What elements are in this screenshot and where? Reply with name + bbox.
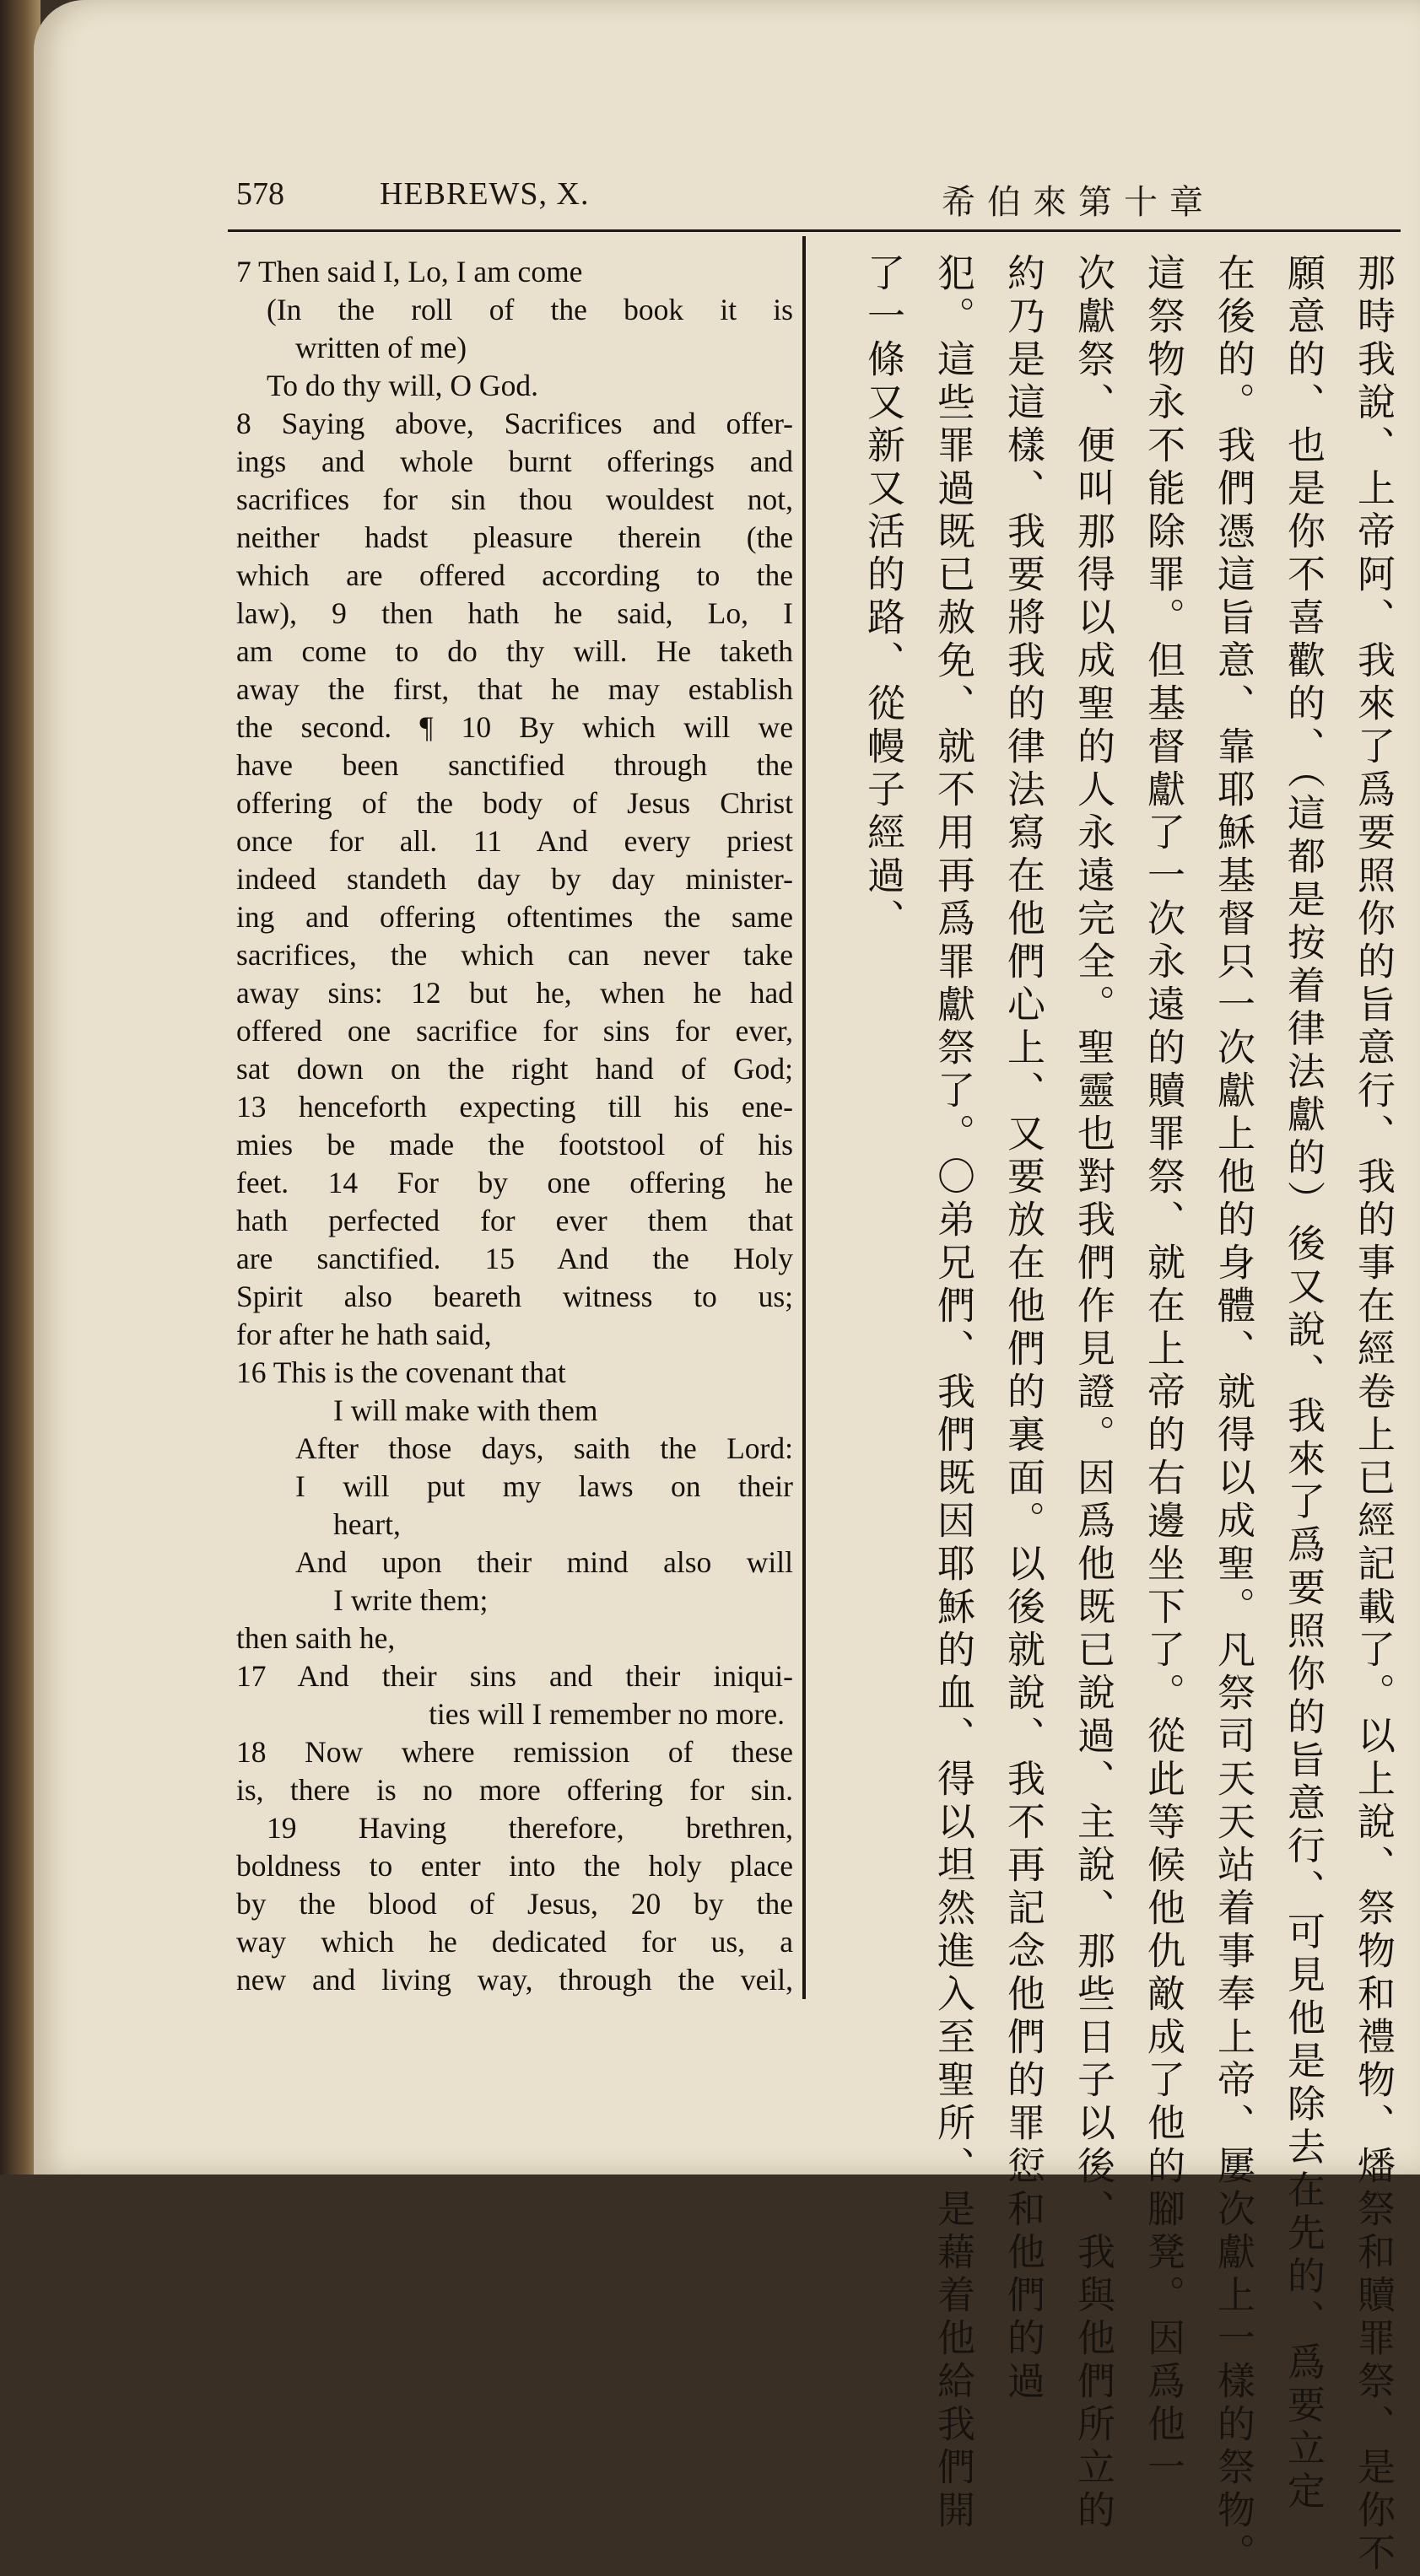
- english-text-line: offering of the body of Jesus Christ: [236, 786, 793, 820]
- header-rule: [228, 229, 1401, 232]
- english-text-line: is, there is no more offering for sin.: [236, 1773, 793, 1807]
- english-text-line: law), 9 then hath he said, Lo, I: [236, 596, 793, 630]
- english-text-line: ings and whole burnt offerings and: [236, 445, 793, 478]
- column-divider: [802, 236, 806, 1999]
- english-text-line: which are offered according to the: [236, 558, 793, 592]
- english-text-line: 7 Then said I, Lo, I am come: [236, 255, 583, 288]
- chinese-text-column-line: 約乃是這樣、我要將我的律法寫在他們心上、又要放在他們的裏面。以後就說、我不再記念他們的罪愆和他們的過: [1001, 253, 1045, 2404]
- english-text-line: Spirit also beareth witness to us;: [236, 1280, 793, 1313]
- english-text-line: hath perfected for ever them that: [236, 1204, 793, 1237]
- chinese-text-column-line: 次獻祭、便叫那得以成聖的人永遠完全。聖靈也對我們作見證。因爲他既已說過、主說、那些日子以後、我與他們所立的: [1071, 253, 1115, 2533]
- english-text-column: [236, 253, 793, 1999]
- english-text-line: 19 Having therefore, brethren,: [267, 1811, 793, 1845]
- chinese-running-head: 希伯來第十章: [942, 183, 1215, 222]
- english-text-line: 16 This is the covenant that: [236, 1355, 566, 1389]
- english-text-line: written of me): [295, 331, 467, 364]
- chinese-text-column-line: 在後的。我們憑這旨意、靠耶穌基督只一次獻上他的身體、就得以成聖。凡祭司天天站着事奉上帝、屢次獻上一樣的祭物。: [1211, 253, 1255, 2576]
- english-text-line: by the blood of Jesus, 20 by the: [236, 1887, 793, 1921]
- chinese-text-column-line: 願意的、也是你不喜歡的、（這都是按着律法獻的）後又說、我來了爲要照你的旨意行、可見他是除去在先的、爲要立定: [1281, 253, 1326, 2514]
- english-text-line: (In the roll of the book it is: [267, 293, 793, 326]
- page-number: 578: [236, 176, 284, 212]
- english-text-line: mies be made the footstool of his: [236, 1128, 793, 1161]
- chinese-text-column: [823, 253, 1396, 2576]
- english-text-line: And upon their mind also will: [295, 1545, 793, 1579]
- english-text-line: sacrifices for sin thou wouldest not,: [236, 482, 793, 516]
- english-text-line: sacrifices, the which can never take: [236, 938, 793, 972]
- english-text-line: heart,: [333, 1507, 401, 1541]
- chinese-text-column-line: 這祭物永不能除罪。但基督獻了一次永遠的贖罪祭、就在上帝的右邊坐下了。從此等候他仇敵成了他的腳凳。因爲他一: [1141, 253, 1185, 2490]
- english-text-line: the second. ¶ 10 By which will we: [236, 710, 793, 744]
- english-text-line: once for all. 11 And every priest: [236, 824, 793, 858]
- chinese-text-column-line: 了一條又新又活的路、從幔子經過、: [861, 253, 905, 941]
- english-text-line: are sanctified. 15 And the Holy: [236, 1242, 793, 1275]
- english-text-line: 8 Saying above, Sacrifices and offer-: [236, 407, 793, 440]
- english-text-line: neither hadst pleasure therein (the: [236, 520, 793, 554]
- english-text-line: feet. 14 For by one offering he: [236, 1166, 793, 1199]
- english-text-line: 17 And their sins and their iniqui-: [236, 1659, 793, 1693]
- chinese-text-column-line: 那時我說、上帝阿、我來了爲要照你的旨意行、我的事在經卷上已經記載了。以上說、祭物和禮物、燔祭和贖罪祭、是你不: [1351, 253, 1396, 2576]
- running-head: HEBREWS, X.: [380, 176, 590, 212]
- english-text-line: sat down on the right hand of God;: [236, 1052, 793, 1086]
- page-header: [202, 175, 1401, 226]
- english-text-line: offered one sacrifice for sins for ever,: [236, 1014, 793, 1048]
- english-text-line: ties will I remember no more.: [429, 1697, 785, 1731]
- english-text-line: have been sanctified through the: [236, 748, 793, 782]
- english-text-line: for after he hath said,: [236, 1318, 492, 1351]
- english-text-line: 13 henceforth expecting till his ene-: [236, 1090, 793, 1124]
- english-text-line: am come to do thy will. He taketh: [236, 634, 793, 668]
- english-text-line: boldness to enter into the holy place: [236, 1849, 793, 1883]
- english-text-line: indeed standeth day by day minister-: [236, 862, 793, 896]
- english-text-line: away the first, that he may establish: [236, 672, 793, 706]
- english-text-line: I will make with them: [333, 1393, 598, 1427]
- english-text-line: I write them;: [333, 1583, 489, 1617]
- english-text-line: I will put my laws on their: [295, 1469, 793, 1503]
- english-text-line: new and living way, through the veil,: [236, 1963, 793, 1997]
- english-text-line: away sins: 12 but he, when he had: [236, 976, 793, 1010]
- english-text-line: then saith he,: [236, 1621, 396, 1655]
- english-text-line: ing and offering oftentimes the same: [236, 900, 793, 934]
- english-text-line: 18 Now where remission of these: [236, 1735, 793, 1769]
- english-text-line: To do thy will, O God.: [267, 369, 538, 402]
- english-text-line: After those days, saith the Lord:: [295, 1431, 793, 1465]
- english-text-line: way which he dedicated for us, a: [236, 1925, 793, 1959]
- chinese-text-column-line: 犯。這些罪過既已赦免、就不用再爲罪獻祭了。〇弟兄們、我們既因耶穌的血、得以坦然進入至聖所、是藉着他給我們開: [931, 253, 975, 2533]
